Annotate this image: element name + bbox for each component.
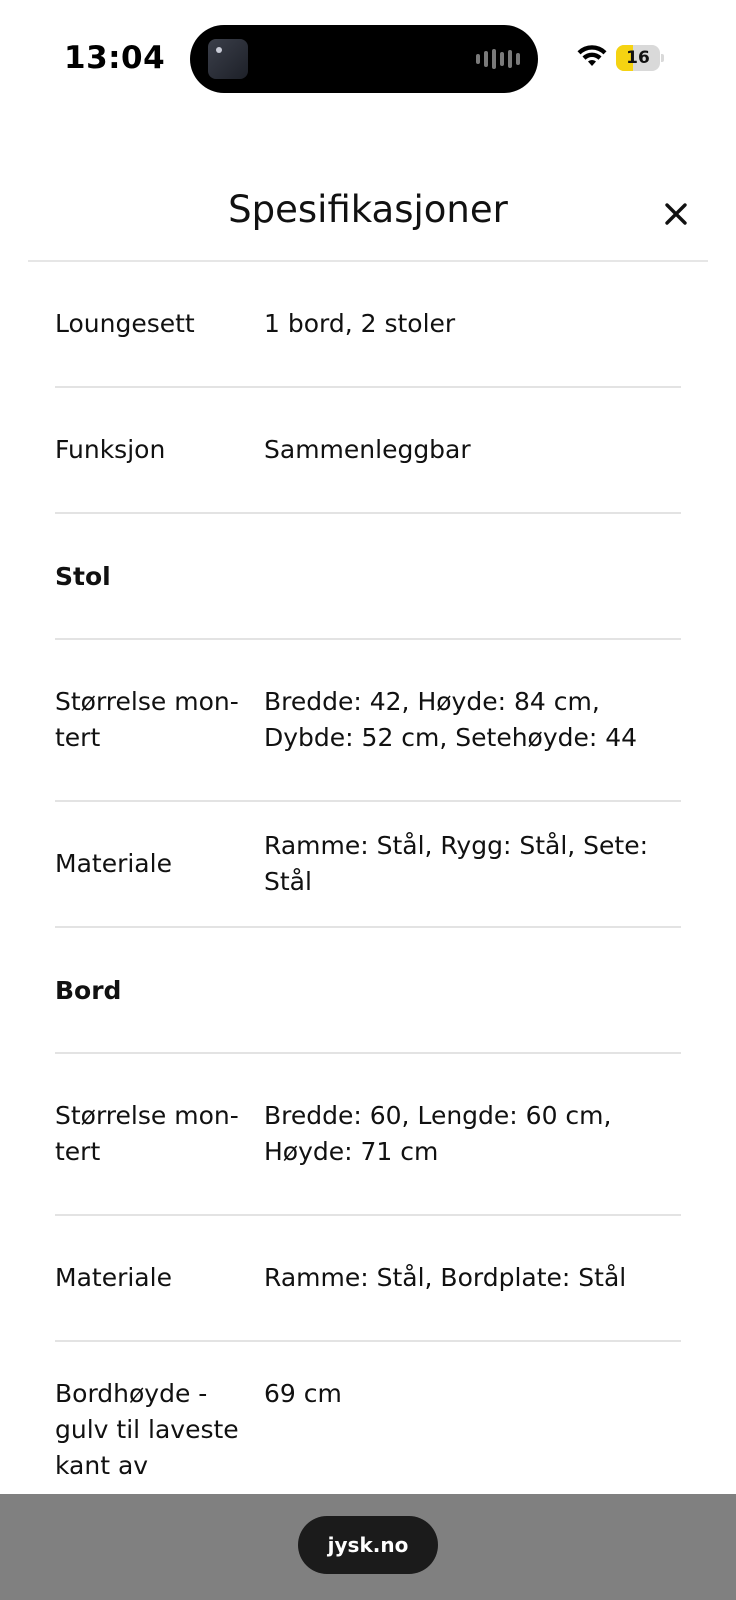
wifi-icon <box>576 44 608 70</box>
spec-label: Loungesett <box>55 309 195 338</box>
dynamic-island[interactable] <box>190 25 538 93</box>
spec-label: Materiale <box>55 1263 172 1292</box>
spec-label: Størrelse mon-tert <box>55 687 239 752</box>
spec-row-bord-material <box>55 1216 681 1342</box>
section-heading-stol <box>55 514 681 640</box>
spec-label: Størrelse mon-tert <box>55 1101 239 1166</box>
spec-row-stol-material <box>55 802 681 928</box>
close-button[interactable] <box>658 196 694 232</box>
spec-row-funksjon <box>55 388 681 514</box>
spec-label: Bordhøyde - gulv til laveste kant av <box>55 1379 239 1480</box>
spec-value: 1 bord, 2 stoler <box>264 309 456 338</box>
section-heading-label: Bord <box>55 975 122 1005</box>
spec-label: Funksjon <box>55 435 166 464</box>
close-icon <box>658 196 694 232</box>
spec-value: Bredde: 60, Lengde: 60 cm, Høyde: 71 cm <box>264 1101 612 1166</box>
status-bar <box>0 0 736 118</box>
spec-value: Bredde: 42, Høyde: 84 cm, Dybde: 52 cm, Setehøyde: 44 <box>264 687 638 752</box>
status-time: 13:04 <box>64 40 166 76</box>
now-playing-artwork[interactable] <box>208 39 248 79</box>
spec-row-bord-size <box>55 1054 681 1216</box>
page-title: Spesifikasjoner <box>228 188 508 231</box>
spec-row-loungesett <box>55 262 681 388</box>
section-heading-label: Stol <box>55 561 111 591</box>
spec-label: Materiale <box>55 849 172 878</box>
battery-icon <box>616 45 664 71</box>
spec-value: Sammenleggbar <box>264 435 471 464</box>
battery-level: 16 <box>626 48 650 68</box>
spec-value: 69 cm <box>264 1379 342 1408</box>
section-heading-bord <box>55 928 681 1054</box>
spec-value: Ramme: Stål, Bordplate: Stål <box>264 1263 627 1292</box>
browser-bottom-bar <box>0 1494 736 1600</box>
spec-list <box>55 262 681 1520</box>
audio-waveform-icon <box>476 49 520 69</box>
url-bar[interactable]: jysk.no <box>298 1516 438 1574</box>
sheet-header <box>28 168 708 262</box>
spec-value: Ramme: Stål, Rygg: Stål, Sete: Stål <box>264 831 649 896</box>
spec-row-stol-size <box>55 640 681 802</box>
